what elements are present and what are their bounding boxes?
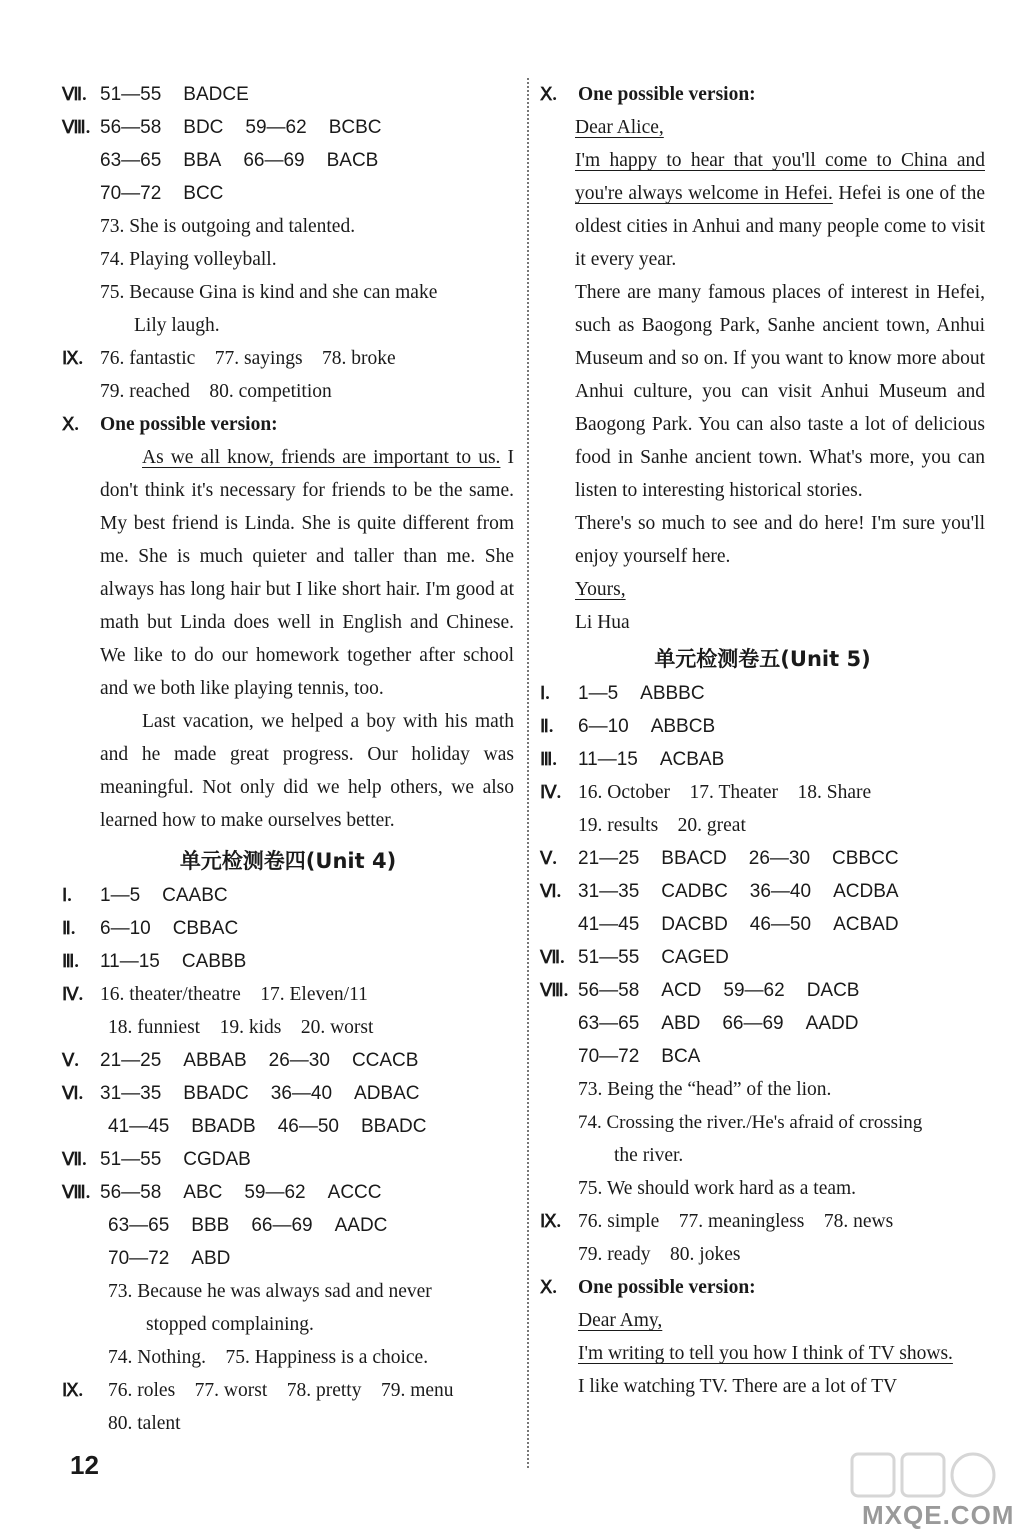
letter-closing: Yours, [575,579,626,600]
answer-line: 41—45 BBADB 46—50 BBADC [108,1116,427,1137]
letter-paragraph-3: There's so much to see and do here! I'm sure you'll enjoy yourself here. [575,513,985,567]
u4-section-vii: Ⅶ. 51—55 CGDAB [62,1149,251,1170]
u5-section-i: Ⅰ. 1—5 ABBBC [540,683,705,704]
u5-section-ii: Ⅱ. 6—10 ABBCB [540,716,716,737]
answer-75-cont: Lily laugh. [134,315,220,336]
answer-line: 80. talent [108,1413,181,1434]
u4-section-ix: Ⅸ. 76. roles 77. worst 78. pretty 79. menu [62,1380,454,1401]
essay-paragraph-1: As we all know, friends are important to us. I don't think it's necessary for friends to be the same. My best friend is Linda. She is quite different from me. She is much quieter and taller than me. She always has long hair but I like short hair. I'm good at math but Linda does well in English and Chinese. We like to do our homework together after school and we both like playing tennis, too. [100,447,514,699]
letter-paragraph-2: There are many famous places of interest in Hefei, such as Baogong Park, Sanhe ancient town, Anhui Museum and so on. If you want to know more about Anhui culture, you can visit Anhui Museum and Baogong Park. You can also taste a lot of delicious food in Sanhe ancient town. What's more, you can listen to interesting historical stories. [575,282,985,501]
u4-section-i: Ⅰ. 1—5 CAABC [62,885,228,906]
u5-section-iv: Ⅳ. 16. October 17. Theater 18. Share [540,782,872,803]
answer-74-cont: the river. [614,1145,684,1166]
answer-line: 41—45 DACBD 46—50 ACBAD [578,914,899,935]
u5-section-x-heading: Ⅹ. One possible version: [540,1277,756,1298]
unit4-title: 单元检测卷四(Unit 4) [179,849,397,873]
u4-section-v: Ⅴ. 21—25 ABBAB 26—30 CCACB [62,1050,419,1071]
section-vii: Ⅶ. 51—55 BADCE [62,84,249,105]
answer-line: 19. results 20. great [578,815,746,836]
section-viii: Ⅷ. 56—58 BDC 59—62 BCBC [62,117,382,138]
u5-section-vii: Ⅶ. 51—55 CAGED [540,947,729,968]
u4-section-iii: Ⅲ. 11—15 CABBB [62,951,247,972]
answer-line: 70—72 BCC [100,183,224,204]
answer-line: 70—72 BCA [578,1046,701,1067]
answer-line: 63—65 BBB 66—69 AADC [108,1215,388,1236]
answer-73-cont: stopped complaining. [146,1314,314,1335]
u4-section-viii: Ⅷ. 56—58 ABC 59—62 ACCC [62,1182,382,1203]
answer-74-75: 74. Nothing. 75. Happiness is a choice. [108,1347,429,1368]
u5-section-viii: Ⅷ. 56—58 ACD 59—62 DACB [540,980,860,1001]
left-column [62,78,514,1440]
answer-line: 63—65 ABD 66—69 AADD [578,1013,859,1034]
letter-paragraph-1: I'm writing to tell you how I think of TV shows. [578,1343,953,1364]
u5-section-ix: Ⅸ. 76. simple 77. meaningless 78. news [540,1211,894,1232]
answer-75: 75. Because Gina is kind and she can make [100,282,438,303]
letter-paragraph-1: I'm happy to hear that you'll come to China and you're always welcome in Hefei. Hefei is one of the oldest cities in Anhui and many people come to visit it every year. [575,150,985,270]
answer-line: 79. ready 80. jokes [578,1244,741,1265]
answer-74: 74. Crossing the river./He's afraid of crossing [578,1112,923,1133]
answer-line: 63—65 BBA 66—69 BACB [100,150,379,171]
letter-greeting: Dear Amy, [578,1310,663,1331]
answer-line: 18. funniest 19. kids 20. worst [108,1017,374,1038]
u5-section-iii: Ⅲ. 11—15 ACBAB [540,749,725,770]
essay-paragraph-2: Last vacation, we helped a boy with his math and he made great progress. Our holiday was meaningful. Not only did we help others, we also learned how to make ourselves better. [100,711,514,831]
u4-section-vi: Ⅵ. 31—35 BBADC 36—40 ADBAC [62,1083,420,1104]
column-divider [527,78,529,1468]
u4-section-iv: Ⅳ. 16. theater/theatre 17. Eleven/11 [62,984,368,1005]
letter-signature: Li Hua [575,612,630,633]
section-x-heading: Ⅹ. One possible version: [540,84,756,105]
watermark-text: MXQE.COM [862,1500,1015,1530]
letter-paragraph-2: I like watching TV. There are a lot of TV [578,1376,898,1397]
page-number: 12 [70,1450,99,1480]
answer-line: 70—72 ABD [108,1248,231,1269]
u4-section-ii: Ⅱ. 6—10 CBBAC [62,918,239,939]
section-ix: Ⅸ. 76. fantastic 77. sayings 78. broke [62,348,396,369]
right-column [540,78,985,1403]
unit5-title: 单元检测卷五(Unit 5) [654,647,871,671]
answer-73: 73. Being the “head” of the lion. [578,1079,832,1100]
answer-73: 73. Because he was always sad and never [108,1281,432,1302]
answer-73: 73. She is outgoing and talented. [100,216,356,237]
section-x-heading: Ⅹ. One possible version: [62,414,278,435]
answer-75: 75. We should work hard as a team. [578,1178,857,1199]
letter-greeting: Dear Alice, [575,117,664,138]
answer-line: 79. reached 80. competition [100,381,332,402]
u5-section-v: Ⅴ. 21—25 BBACD 26—30 CBBCC [540,848,899,869]
u5-section-vi: Ⅵ. 31—35 CADBC 36—40 ACDBA [540,881,899,902]
answer-74: 74. Playing volleyball. [100,249,277,270]
